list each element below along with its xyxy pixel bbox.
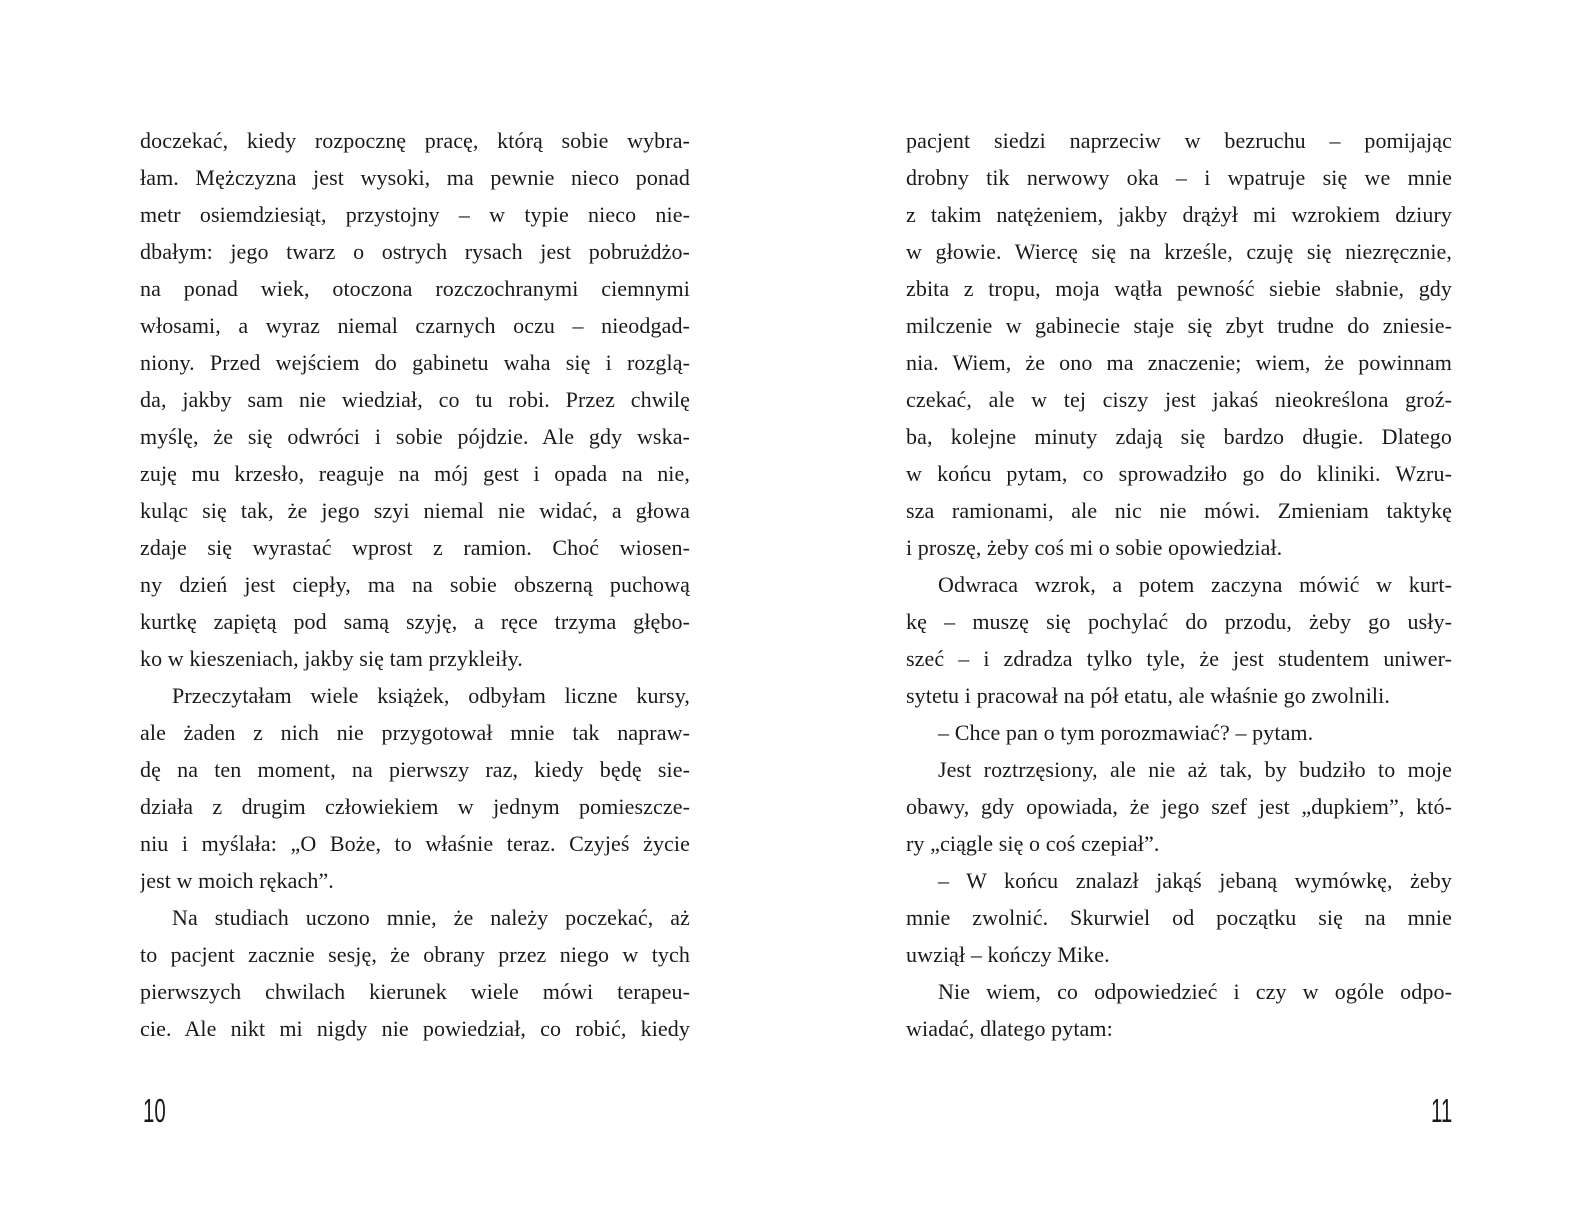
text-line: dę na ten moment, na pierwszy raz, kiedy będę sie-: [140, 757, 690, 782]
text-line: włosami, a wyraz niemal czarnych oczu – nieodgad-: [140, 313, 690, 338]
text-line: metr osiemdziesiąt, przystojny – w typie nieco nie-: [140, 202, 690, 227]
text-line: w głowie. Wiercę się na krześle, czuję się niezręcznie,: [906, 239, 1452, 264]
text-line: doczekać, kiedy rozpocznę pracę, którą sobie wybra-: [140, 128, 690, 153]
left-page-number-value: 10: [143, 1092, 166, 1129]
text-line: ny dzień jest ciepły, ma na sobie obszerną puchową: [140, 572, 690, 597]
text-line: Przeczytałam wiele książek, odbyłam liczne kursy,: [172, 683, 690, 708]
paragraph: [906, 862, 1452, 973]
text-line: cie. Ale nikt mi nigdy nie powiedział, co robić, kiedy: [140, 1016, 690, 1041]
text-line: z takim natężeniem, jakby drążył mi wzrokiem dziury: [906, 202, 1452, 227]
text-line: pacjent siedzi naprzeciw w bezruchu – pomijając: [906, 128, 1452, 153]
text-line: Na studiach uczono mnie, że należy poczekać, aż: [172, 905, 690, 930]
right-page-number-value: 11: [1430, 1092, 1452, 1129]
text-line: zdaje się wyrastać wprost z ramion. Choć wiosen-: [140, 535, 690, 560]
text-line: i proszę, żeby coś mi o sobie opowiedział.: [906, 535, 1283, 560]
text-line: da, jakby sam nie wiedział, co tu robi. Przez chwilę: [140, 387, 690, 412]
text-line: – Chce pan o tym porozmawiać? – pytam.: [938, 720, 1314, 745]
paragraph: [140, 122, 690, 640]
paragraph: [906, 714, 1452, 751]
text-line: ale żaden z nich nie przygotował mnie tak napraw-: [140, 720, 690, 745]
text-line: dbałym: jego twarz o ostrych rysach jest pobrużdżo-: [140, 239, 690, 264]
text-line: – W końcu znalazł jakąś jebaną wymówkę, żeby: [938, 868, 1452, 893]
text-line: zuję mu krzesło, reaguje na mój gest i opada na nie,: [140, 461, 690, 486]
paragraph: [906, 122, 1452, 566]
text-line: uwziął – kończy Mike.: [906, 942, 1110, 967]
text-line: kuląc się tak, że jego szyi niemal nie widać, a głowa: [140, 498, 690, 523]
paragraph: [140, 899, 690, 1047]
text-line: to pacjent zacznie sesję, że obrany przez niego w tych: [140, 942, 690, 967]
right-page-number: [906, 1094, 1452, 1127]
paragraph: [140, 677, 690, 899]
text-line: sza ramionami, ale nic nie mówi. Zmieniam taktykę: [906, 498, 1452, 523]
right-page-text-column: [906, 122, 1452, 1047]
text-line: w końcu pytam, co sprowadziło go do kliniki. Wzru-: [906, 461, 1452, 486]
text-line: jest w moich rękach”.: [140, 868, 334, 893]
text-line: łam. Mężczyzna jest wysoki, ma pewnie nieco ponad: [140, 165, 690, 190]
left-page-number: [143, 1094, 180, 1127]
text-line: pierwszych chwilach kierunek wiele mówi terapeu-: [140, 979, 690, 1004]
text-line: Odwraca wzrok, a potem zaczyna mówić w kurt-: [938, 572, 1452, 597]
text-line: milczenie w gabinecie staje się zbyt trudne do zniesie-: [906, 313, 1452, 338]
text-line: wiadać, dlatego pytam:: [906, 1016, 1113, 1041]
text-line: ry „ciągle się o coś czepiał”.: [906, 831, 1160, 856]
text-line: obawy, gdy opowiada, że jego szef jest „dupkiem”, któ-: [906, 794, 1452, 819]
text-line: kę – muszę się pochylać do przodu, żeby go usły-: [906, 609, 1452, 634]
paragraph: [140, 640, 690, 677]
text-line: Nie wiem, co odpowiedzieć i czy w ogóle odpo-: [938, 979, 1452, 1004]
text-line: zbita z tropu, moja wątła pewność siebie słabnie, gdy: [906, 276, 1452, 301]
left-page-text-column: [140, 122, 690, 1047]
text-line: czekać, ale w tej ciszy jest jakaś nieokreślona groź-: [906, 387, 1452, 412]
paragraph: [906, 973, 1452, 1047]
text-line: myślę, że się odwróci i sobie pójdzie. Ale gdy wska-: [140, 424, 690, 449]
text-line: działa z drugim człowiekiem w jednym pomieszcze-: [140, 794, 690, 819]
paragraph: [906, 751, 1452, 862]
text-line: sytetu i pracował na pół etatu, ale właśnie go zwolnili.: [906, 683, 1390, 708]
text-line: na ponad wiek, otoczona rozczochranymi ciemnymi: [140, 276, 690, 301]
text-line: Jest roztrzęsiony, ale nie aż tak, by budziło to moje: [938, 757, 1452, 782]
text-line: niony. Przed wejściem do gabinetu waha się i rozglą-: [140, 350, 690, 375]
text-line: mnie zwolnić. Skurwiel od początku się na mnie: [906, 905, 1452, 930]
text-line: niu i myślała: „O Boże, to właśnie teraz. Czyjeś życie: [140, 831, 690, 856]
text-line: ba, kolejne minuty zdają się bardzo długie. Dlatego: [906, 424, 1452, 449]
text-line: nia. Wiem, że ono ma znaczenie; wiem, że powinnam: [906, 350, 1452, 375]
text-line: szeć – i zdradza tylko tyle, że jest studentem uniwer-: [906, 646, 1452, 671]
text-line: drobny tik nerwowy oka – i wpatruje się we mnie: [906, 165, 1452, 190]
text-line: kurtkę zapiętą pod samą szyję, a ręce trzyma głębo-: [140, 609, 690, 634]
text-line: ko w kieszeniach, jakby się tam przykleiły.: [140, 646, 523, 671]
paragraph: [906, 566, 1452, 714]
